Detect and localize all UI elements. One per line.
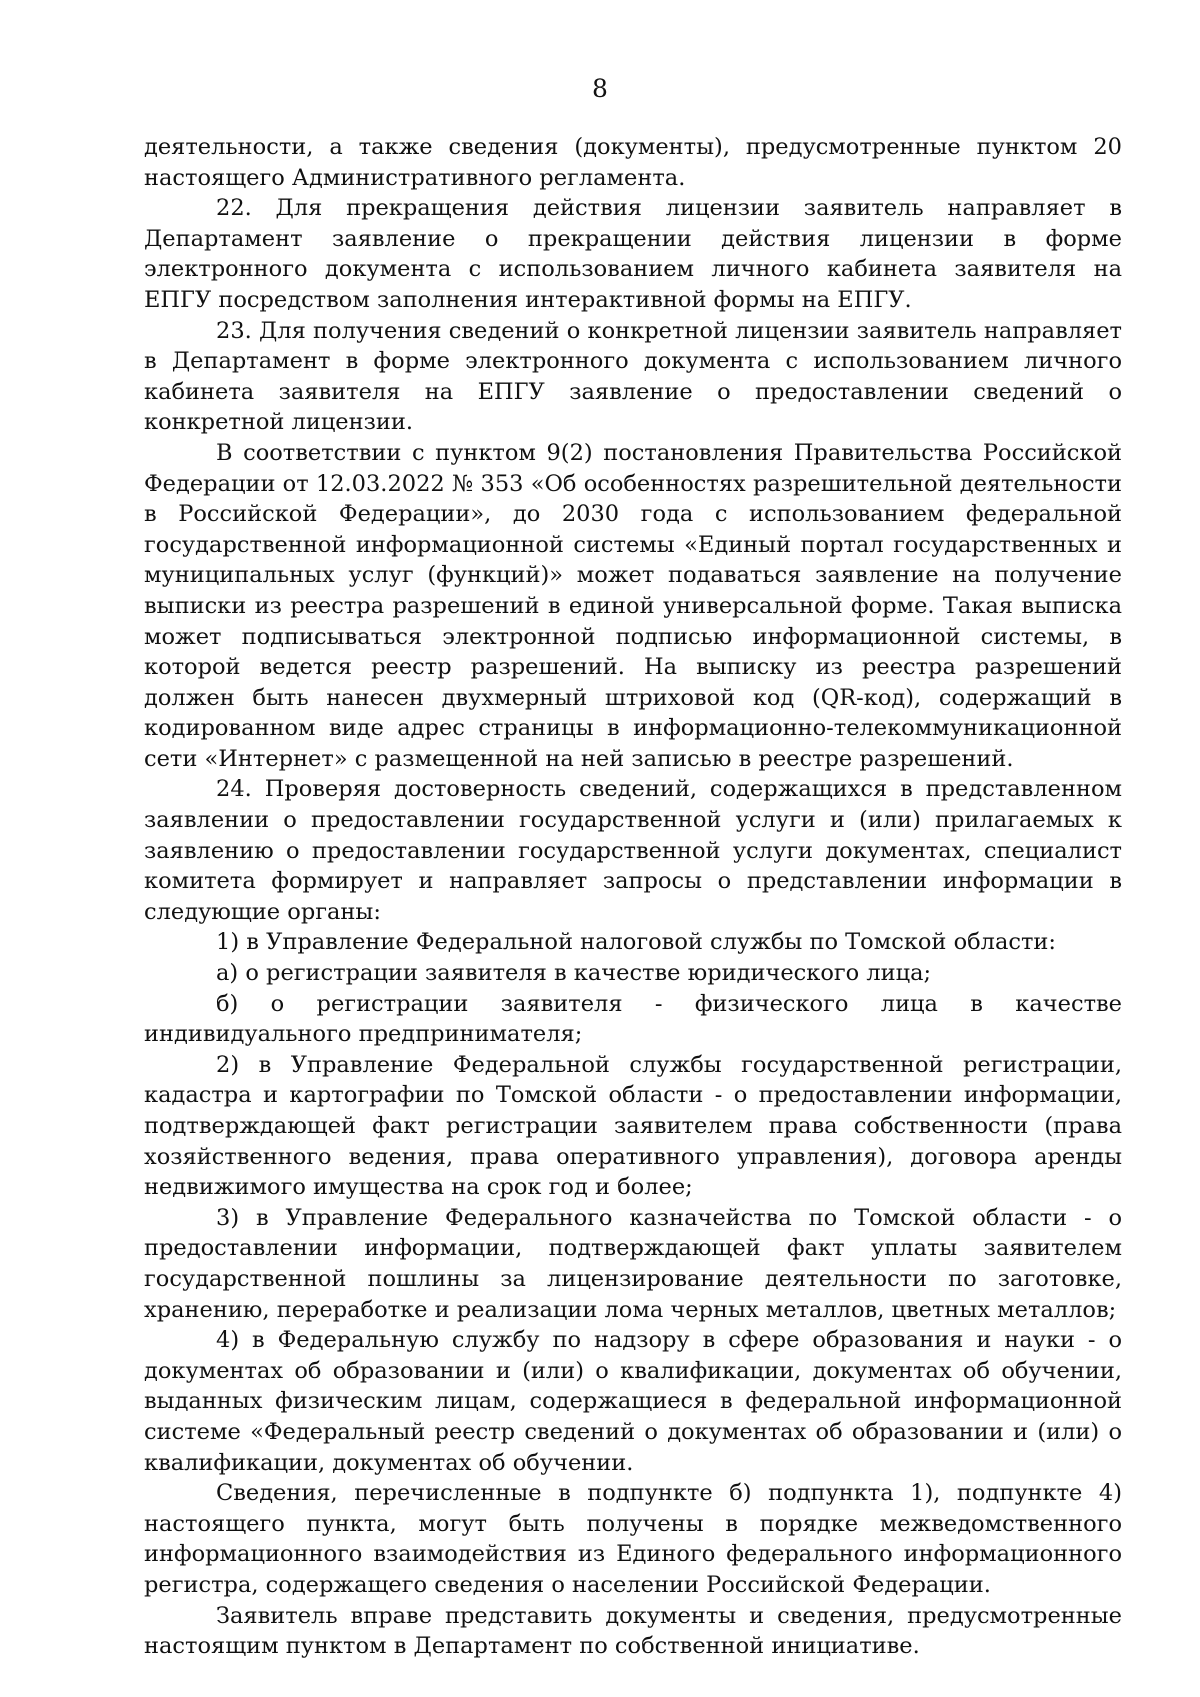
paragraph-24: 24. Проверяя достоверность сведений, содержащихся в представленном заявлении о предоставлении государственной услуги и (или) прилагаемых к заявлению о предоставлении государственной услуги документах, специалист комитета формирует и направляет запросы о представлении информации в следующие органы: bbox=[144, 776, 1122, 925]
paragraph-23: 23. Для получения сведений о конкретной лицензии заявитель направляет в Департамент в форме электронного документа с использованием личного кабинета заявителя на ЕПГУ заявление о предоставлении сведений о конкретной лицензии. bbox=[144, 317, 1122, 436]
list-item-1b: б) о регистрации заявителя - физического лица в качестве индивидуального предпринимателя; bbox=[144, 990, 1122, 1048]
document-body bbox=[144, 132, 1122, 1662]
list-item-1a: а) о регистрации заявителя в качестве юридического лица; bbox=[216, 960, 932, 987]
paragraph-continuation: деятельности, а также сведения (документы), предусмотренные пунктом 20 настоящего Административного регламента. bbox=[144, 134, 1122, 191]
list-item-1: 1) в Управление Федеральной налоговой службы по Томской области: bbox=[216, 929, 1057, 956]
paragraph-23-extract: В соответствии с пунктом 9(2) постановления Правительства Российской Федерации от 12.03.2022 № 353 «Об особенностях разрешительной деятельности в Российской Федерации», до 2030 года с использованием федеральной государственной информационной системы «Единый портал государственных и муниципальных услуг (функций)» может подаваться заявление на получение выписки из реестра разрешений в единой универсальной форме. Такая выписка может подписываться электронной подписью информационной системы, в которой ведется реестр разрешений. На выписку из реестра разрешений должен быть нанесен двухмерный штриховой код (QR-код), содержащий в кодированном виде адрес страницы в информационно-телекоммуникационной сети «Интернет» с размещенной на ней записью в реестре разрешений. bbox=[144, 439, 1122, 772]
paragraph-own-initiative: Заявитель вправе представить документы и сведения, предусмотренные настоящим пунктом в Департамент по собственной инициативе. bbox=[144, 1602, 1122, 1660]
paragraph-22: 22. Для прекращения действия лицензии заявитель направляет в Департамент заявление о прекращении действия лицензии в форме электронного документа с использованием личного кабинета заявителя на ЕПГУ посредством заполнения интерактивной формы на ЕПГУ. bbox=[144, 195, 1122, 313]
list-item-3: 3) в Управление Федерального казначейства по Томской области - о предоставлении информации, подтверждающей факт уплаты заявителем государственной пошлины за лицензирование деятельности по заготовке, хранению, переработке и реализации лома черных металлов, цветных металлов; bbox=[144, 1204, 1122, 1323]
list-item-2: 2) в Управление Федеральной службы государственной регистрации, кадастра и картографии по Томской области - о предоставлении информации, подтверждающей факт регистрации заявителем права собственности (права хозяйственного ведения, права оперативного управления), договора аренды недвижимого имущества на срок год и более; bbox=[144, 1051, 1122, 1201]
paragraph-interagency: Сведения, перечисленные в подпункте б) подпункта 1), подпункте 4) настоящего пункта, могут быть получены в порядке межведомственного информационного взаимодействия из Единого федерального информационного регистра, содержащего сведения о населении Российской Федерации. bbox=[144, 1480, 1122, 1598]
list-item-4: 4) в Федеральную службу по надзору в сфере образования и науки - о документах об образовании и (или) о квалификации, документах об обучении, выданных физическим лицам, содержащиеся в федеральной информационной системе «Федеральный реестр сведений о документах об образовании и (или) о квалификации, документах об обучении. bbox=[144, 1327, 1122, 1476]
page-number: 8 bbox=[592, 74, 608, 103]
